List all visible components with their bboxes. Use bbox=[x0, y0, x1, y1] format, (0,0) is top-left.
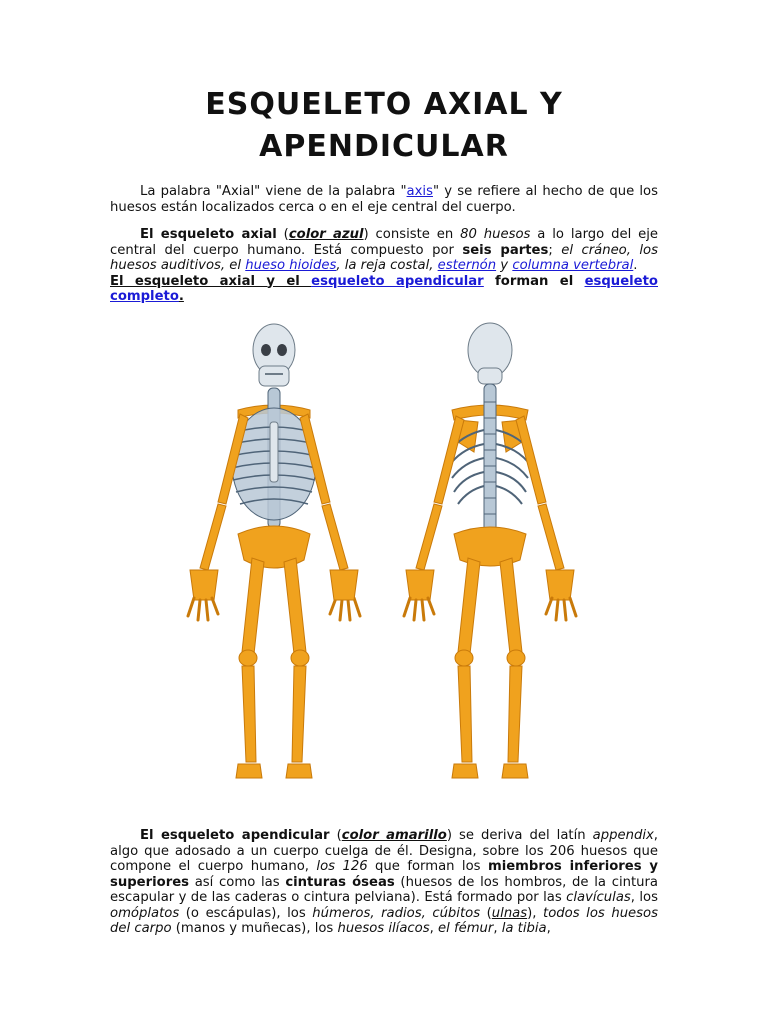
paragraph-appendicular-skeleton bbox=[110, 828, 658, 937]
p3-text: , bbox=[493, 921, 502, 936]
p3-text: (o escápulas), los bbox=[179, 905, 313, 921]
paragraph-axial-etymology bbox=[110, 184, 658, 215]
p2-text: . bbox=[633, 258, 638, 273]
p3-text: , los bbox=[630, 890, 658, 905]
p2-sentence-2: . bbox=[178, 289, 184, 304]
title-line-2: APENDICULAR bbox=[259, 129, 509, 164]
link-esqueleto-completo-label: esqueleto completo bbox=[110, 273, 658, 304]
p2-sentence-2: forman el bbox=[483, 273, 585, 289]
p3-ulnas: ulnas bbox=[491, 905, 528, 921]
p3-text: , bbox=[429, 921, 438, 936]
p2-text: ) consiste en bbox=[363, 227, 461, 242]
p2-text: a lo largo del eje central del cuerpo humano. Está compuesto por bbox=[110, 227, 659, 258]
p3-text: así como las bbox=[189, 874, 286, 890]
p3-appendix: appendix bbox=[592, 828, 654, 843]
p3-humeros: húmeros, radios, cúbitos bbox=[312, 905, 481, 921]
skeleton-figure bbox=[160, 322, 612, 808]
page-title bbox=[0, 84, 768, 168]
p3-text: , algo que adosado a un cuerpo cuelga de él. Designa, sobre los 206 huesos que compone el cuerpo humano, bbox=[110, 828, 658, 874]
p2-count: 80 huesos bbox=[460, 227, 531, 242]
p3-text: ( bbox=[480, 905, 492, 921]
p3-text: , bbox=[546, 921, 551, 936]
skeleton-back-view bbox=[404, 323, 576, 778]
p3-count: los 126 bbox=[316, 859, 368, 874]
p3-text: (manos y muñecas), los bbox=[171, 921, 338, 936]
p2-lead: El esqueleto axial bbox=[140, 227, 277, 242]
p1-text-a: La palabra "Axial" viene de la palabra " bbox=[140, 184, 407, 199]
p3-text: ), bbox=[527, 905, 544, 921]
p2-list: el cráneo, los huesos auditivos, el bbox=[110, 242, 658, 273]
p3-text: ) se deriva del latín bbox=[446, 828, 593, 843]
p3-tibia: la tibia bbox=[501, 921, 547, 936]
p3-iliacos: huesos ilíacos bbox=[337, 921, 430, 936]
p2-paren: ( bbox=[276, 227, 289, 242]
link-esternon[interactable] bbox=[438, 258, 496, 273]
link-esqueleto-apendicular-label: esqueleto apendicular bbox=[311, 273, 484, 289]
p3-cinturas: cinturas óseas bbox=[285, 874, 395, 890]
p3-carpo: todos los huesos del carpo bbox=[110, 905, 658, 936]
p3-paren: ( bbox=[329, 828, 342, 843]
paragraph-axial-skeleton bbox=[110, 227, 658, 305]
p3-lead: El esqueleto apendicular bbox=[140, 828, 330, 843]
link-axis[interactable]: axis bbox=[406, 184, 433, 199]
p3-members: miembros inferiores y superiores bbox=[110, 859, 658, 890]
skeleton-illustration-icon bbox=[160, 322, 612, 808]
p3-text: (huesos de los hombros, de la cintura escapular y de las caderas o cintura pelviana). Está formado por las bbox=[110, 874, 659, 905]
p2-text: ; bbox=[548, 242, 562, 258]
link-columna-vertebral[interactable] bbox=[512, 258, 633, 273]
link-hueso-hioides-label: hueso hioides bbox=[245, 258, 337, 273]
link-esqueleto-apendicular[interactable] bbox=[311, 274, 484, 289]
link-columna-vertebral-label: columna vertebral bbox=[512, 258, 634, 273]
p3-femur: el fémur bbox=[437, 921, 494, 936]
p3-clavicles: clavículas bbox=[566, 890, 631, 905]
p3-omoplatos: omóplatos bbox=[110, 905, 180, 921]
p2-parts: seis partes bbox=[462, 242, 549, 258]
p2-color-label: color azul bbox=[288, 227, 364, 242]
p2-sentence-2: El esqueleto axial y el bbox=[110, 273, 312, 289]
p3-text: que forman los bbox=[367, 859, 488, 874]
p2-list: , la reja costal, bbox=[336, 258, 438, 273]
p2-list: y bbox=[496, 258, 513, 273]
title-line-1: ESQUELETO AXIAL Y bbox=[205, 87, 563, 122]
p3-color-label: color amarillo bbox=[341, 828, 447, 843]
p1-text-b: " y se refiere al hecho de que los huesos están localizados cerca o en el eje central del cuerpo. bbox=[110, 184, 658, 215]
link-hueso-hioides[interactable] bbox=[245, 258, 336, 273]
link-esternon-label: esternón bbox=[437, 258, 497, 273]
skeleton-front-view bbox=[188, 324, 360, 778]
